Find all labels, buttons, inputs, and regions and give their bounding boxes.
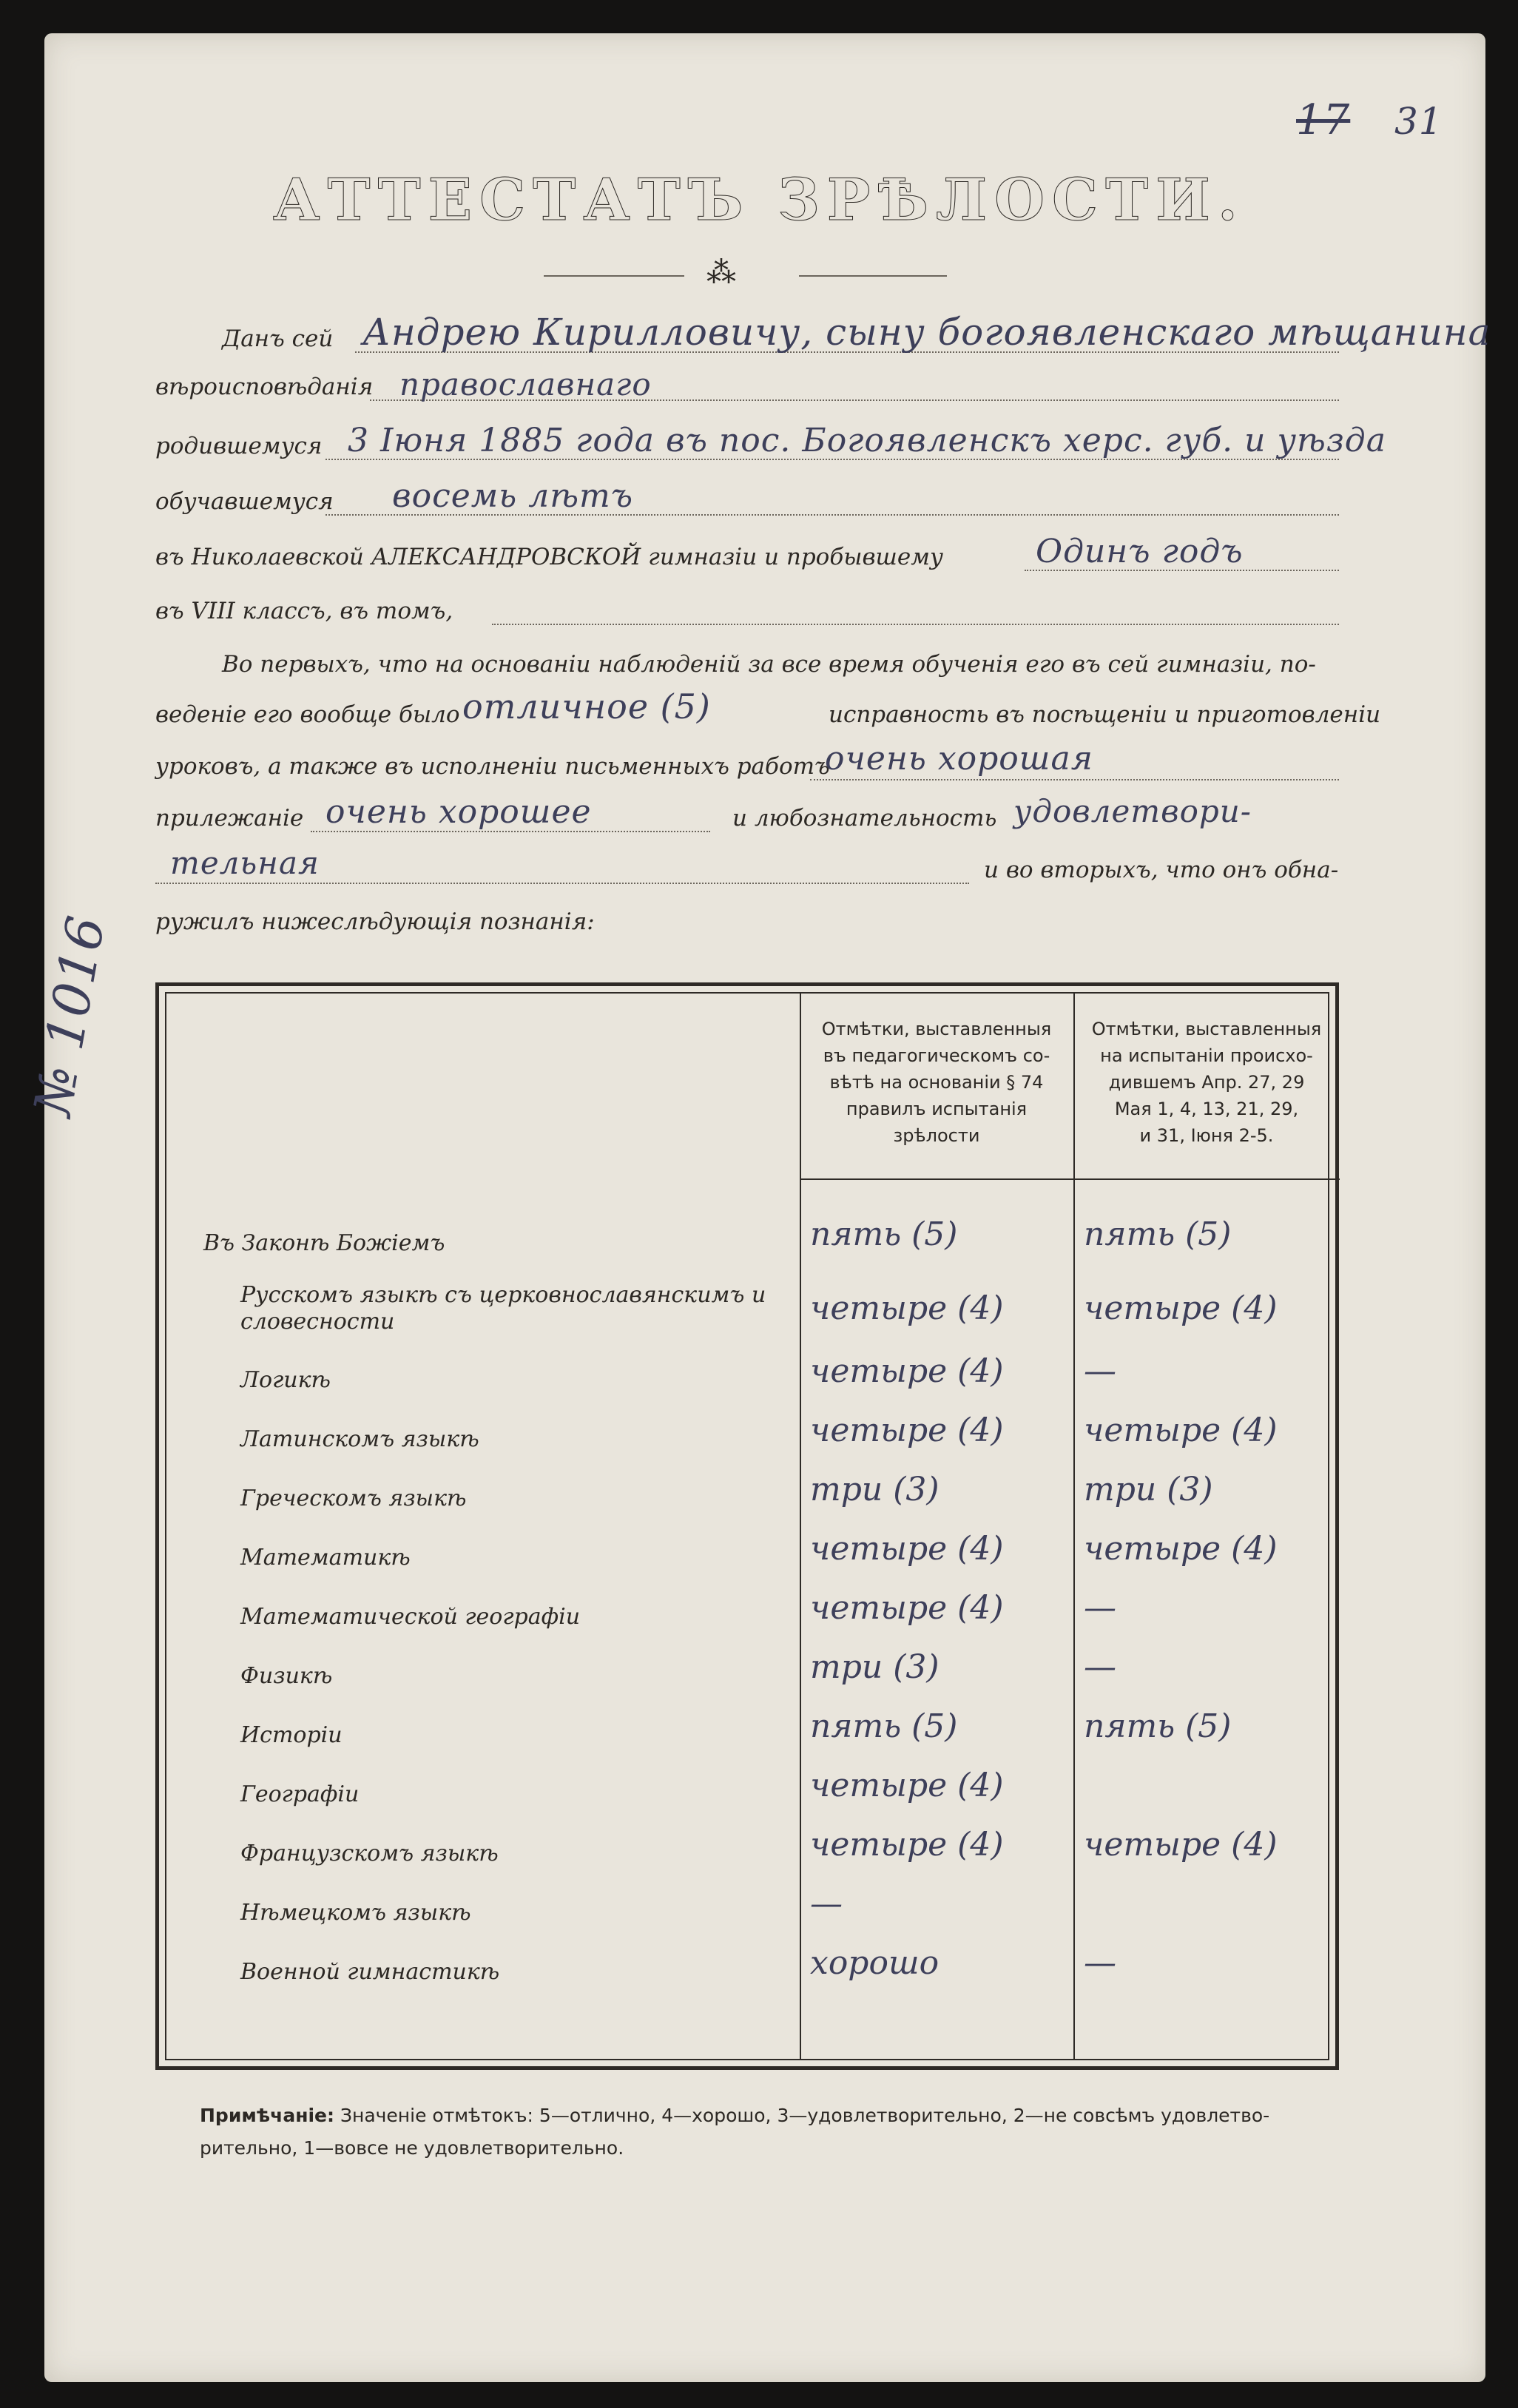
header-rule bbox=[800, 1178, 1340, 1180]
gymnasium-value: Одинъ годъ bbox=[1036, 533, 1244, 570]
council-grade: три (3) bbox=[810, 1471, 940, 1508]
subject-label: Логикѣ bbox=[240, 1367, 331, 1393]
margin-registration-number: № 1016 bbox=[22, 911, 118, 1121]
header-exam-line: дившемъ Апр. 27, 29 bbox=[1108, 1072, 1305, 1093]
exam-grade: — bbox=[1084, 1944, 1116, 1982]
council-grade: четыре (4) bbox=[810, 1352, 1004, 1390]
council-grade: четыре (4) bbox=[810, 1826, 1004, 1864]
subject-label: Русскомъ языкѣ съ церковнославянскимъ и словесности bbox=[240, 1282, 766, 1335]
exam-grade: четыре (4) bbox=[1084, 1530, 1278, 1568]
subject-label: Французскомъ языкѣ bbox=[240, 1841, 499, 1866]
column-divider-1 bbox=[800, 994, 801, 2059]
studied-label: обучавшемуся bbox=[155, 488, 334, 515]
header-exam-line: и 31, Іюня 2-5. bbox=[1139, 1125, 1274, 1146]
subject-label: Латинскомъ языкѣ bbox=[240, 1426, 479, 1452]
curiosity-value: удовлетвори- bbox=[1013, 793, 1252, 829]
born-label: родившемуся bbox=[155, 433, 323, 459]
footnote bbox=[200, 2100, 1354, 2165]
subject-label: Греческомъ языкѣ bbox=[240, 1485, 467, 1511]
title-rule-left bbox=[544, 275, 684, 277]
subject-label: Физикѣ bbox=[240, 1663, 333, 1689]
religion-value: православнаго bbox=[399, 366, 652, 402]
grades-table bbox=[155, 982, 1339, 2070]
struck-page-number: 17 bbox=[1296, 96, 1351, 144]
council-grade: четыре (4) bbox=[810, 1589, 1004, 1627]
header-council-line: вѣтѣ на основаніи § 74 bbox=[829, 1072, 1044, 1093]
header-exam-line: Отмѣтки, выставленныя bbox=[1091, 1019, 1322, 1039]
council-grade: четыре (4) bbox=[810, 1530, 1004, 1568]
curiosity-line bbox=[155, 883, 969, 884]
exam-grade: четыре (4) bbox=[1084, 1826, 1278, 1864]
council-grade: четыре (4) bbox=[810, 1767, 1004, 1804]
dan-label: Данъ сей bbox=[222, 326, 334, 352]
conduct-value: отличное (5) bbox=[462, 687, 711, 726]
column-divider-2 bbox=[1073, 994, 1075, 2059]
council-grade: пять (5) bbox=[810, 1215, 958, 1253]
exam-grade: три (3) bbox=[1084, 1471, 1213, 1508]
religion-label: вѣроисповѣданія bbox=[155, 374, 374, 400]
paragraph-line-3a: уроковъ, а также въ исполненіи письменныхъ работъ bbox=[155, 753, 830, 780]
document-title: АТТЕСТАТЪ ЗРѢЛОСТИ. bbox=[273, 166, 1245, 234]
exam-grade: — bbox=[1084, 1589, 1116, 1627]
diligence-line bbox=[311, 831, 710, 832]
written-work-line bbox=[810, 779, 1339, 780]
title-rule-right bbox=[799, 275, 947, 277]
footnote-label: Примѣчаніе: bbox=[200, 2105, 334, 2126]
paragraph-line-2b: исправность въ посѣщеніи и приготовленіи bbox=[829, 701, 1381, 728]
council-grade: четыре (4) bbox=[810, 1289, 1004, 1327]
header-council-line: зрѣлости bbox=[893, 1125, 980, 1146]
dan-value: Андрею Кирилловичу, сыну богоявленскаго мѣщанина bbox=[362, 311, 1491, 354]
header-council bbox=[801, 1016, 1072, 1149]
curiosity-value-cont: тельная bbox=[170, 845, 320, 881]
subject-label: Географіи bbox=[240, 1781, 360, 1807]
studied-value: восемь лѣтъ bbox=[392, 477, 634, 515]
header-exam bbox=[1075, 1016, 1338, 1149]
subject-label: Военной гимнастикѣ bbox=[240, 1959, 500, 1985]
exam-grade: четыре (4) bbox=[1084, 1289, 1278, 1327]
footnote-line-1: Значеніе отмѣтокъ: 5—отлично, 4—хорошо, 3—удовлетворительно, 2—не совсѣмъ удовлетво- bbox=[340, 2105, 1270, 2126]
paragraph-line-4a: прилежаніе bbox=[155, 805, 304, 832]
paragraph-line-5b: и во вторыхъ, что онъ обна- bbox=[984, 857, 1339, 883]
council-grade: три (3) bbox=[810, 1648, 940, 1686]
footnote-line-2: рительно, 1—вовсе не удовлетворительно. bbox=[200, 2137, 624, 2159]
council-grade: хорошо bbox=[810, 1944, 940, 1982]
page-number: 31 bbox=[1394, 100, 1443, 143]
diligence-value: очень хорошее bbox=[325, 793, 592, 831]
subject-label: Нѣмецкомъ языкѣ bbox=[240, 1900, 471, 1926]
header-council-line: Отмѣтки, выставленныя bbox=[821, 1019, 1052, 1039]
header-council-line: правилъ испытанія bbox=[846, 1099, 1028, 1119]
header-exam-line: Мая 1, 4, 13, 21, 29, bbox=[1114, 1099, 1299, 1119]
header-council-line: въ педагогическомъ со- bbox=[823, 1045, 1050, 1066]
exam-grade: пять (5) bbox=[1084, 1215, 1232, 1253]
exam-grade: пять (5) bbox=[1084, 1707, 1232, 1745]
header-exam-line: на испытаніи происхо- bbox=[1100, 1045, 1313, 1066]
exam-grade: — bbox=[1084, 1352, 1116, 1390]
paragraph-line-2a: веденіе его вообще было bbox=[155, 701, 460, 728]
paragraph-line-4b: и любознательность bbox=[732, 805, 997, 832]
exam-grade: — bbox=[1084, 1648, 1116, 1686]
title-ornament: ⁂ bbox=[706, 256, 737, 290]
subject-label: Математикѣ bbox=[240, 1545, 411, 1571]
exam-grade: четыре (4) bbox=[1084, 1412, 1278, 1449]
born-value: 3 Іюня 1885 года въ пос. Богоявленскъ херс. губ. и уѣзда bbox=[348, 422, 1386, 459]
written-work-value: очень хорошая bbox=[825, 740, 1093, 778]
subject-label: Въ Законѣ Божіемъ bbox=[203, 1230, 445, 1256]
paragraph-line-1: Во первыхъ, что на основаніи наблюденій за все время обученія его въ сей гимназіи, по- bbox=[222, 651, 1316, 678]
subject-label: Математической географіи bbox=[240, 1604, 581, 1630]
subject-label: Исторіи bbox=[240, 1722, 343, 1748]
class-line bbox=[492, 624, 1339, 625]
council-grade: четыре (4) bbox=[810, 1412, 1004, 1449]
council-grade: пять (5) bbox=[810, 1707, 958, 1745]
paragraph-line-6: ружилъ нижеслѣдующія познанія: bbox=[155, 908, 595, 935]
council-grade: — bbox=[810, 1885, 843, 1923]
gymnasium-text: въ Николаевской АЛЕКСАНДРОВСКОЙ гимназіи и пробывшему bbox=[155, 544, 943, 570]
class-text: въ VIII классъ, въ томъ, bbox=[155, 598, 453, 624]
